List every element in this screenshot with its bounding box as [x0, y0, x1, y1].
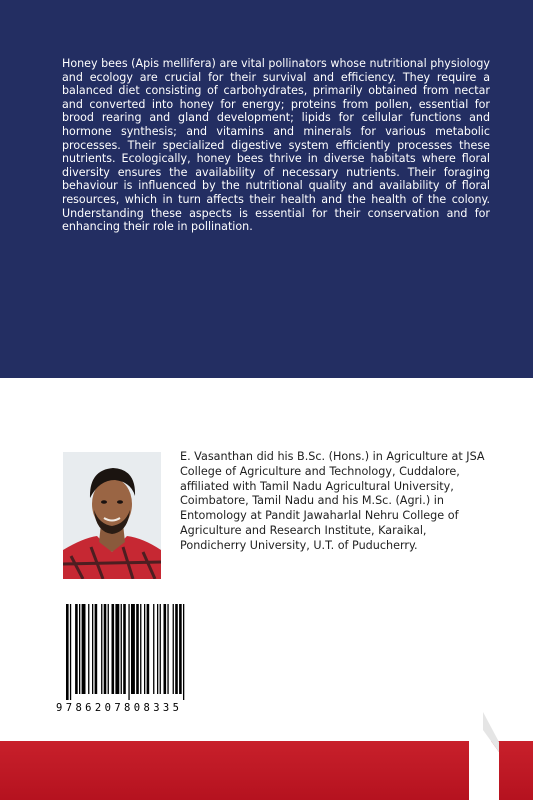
barcode-bar — [153, 604, 154, 694]
barcode-bar — [179, 604, 182, 694]
barcode-bar — [131, 604, 135, 694]
barcode-bar — [164, 604, 167, 694]
barcode-bar — [82, 604, 86, 694]
barcode-bar — [115, 604, 119, 694]
barcode-bar — [157, 604, 158, 694]
barcode-bar — [140, 604, 141, 694]
barcode-bar — [108, 604, 109, 694]
barcode-bar — [95, 604, 98, 694]
author-bio: E. Vasanthan did his B.Sc. (Hons.) in Agriculture at JSA College of Agriculture and Technology, Cuddalore, affiliated with Tamil Nadu Agricultural University, Coimbatore, Tamil Nadu and his M.Sc. (Agri.) in Entomology at Pandit Jawaharlal Nehru College of Agriculture and Research Institute, Karaikal, Pondicherry University, U.T. of Puducherry. — [180, 450, 485, 552]
barcode-bar — [147, 604, 150, 694]
barcode-bar — [104, 604, 107, 694]
barcode-bar — [167, 604, 168, 694]
barcode-bar — [75, 604, 78, 694]
isbn-barcode — [56, 604, 246, 716]
isbn-digits: 9786207808335 — [56, 702, 183, 714]
synopsis-text: Honey bees (Apis mellifera) are vital pollinators whose nutritional physiology and ecology are crucial for their survival and efficiency. They require a balanced diet consisting of carbohydrates, primarily obtained from nectar and converted into honey for energy; proteins from pollen, essential for brood rearing and gland development; lipids for cellular functions and hormone synthesis; and vitamins and minerals for various metabolic processes. Their specialized digestive system efficiently processes these nutrients. Ecologically, honey bees thrive in diverse habitats where floral diversity ensures the availability of necessary nutrients. Their foraging behaviour is influenced by the nutritional quality and availability of floral resources, which in turn affects their health and the health of the colony. Understanding these aspects is essential for their conservation and for enhancing their role in pollination. — [62, 57, 490, 234]
publisher-logo — [453, 712, 509, 800]
barcode-bar — [112, 604, 115, 694]
barcode-bar — [123, 604, 126, 694]
author-photo — [63, 452, 161, 579]
barcode-bar — [136, 604, 139, 694]
barcode-bar — [173, 604, 174, 694]
barcode-bar — [175, 604, 178, 694]
barcode-bar — [160, 604, 161, 694]
barcode-bar — [121, 604, 122, 694]
barcode-bar — [66, 604, 69, 700]
barcode-bar — [88, 604, 89, 694]
barcode-bar — [144, 604, 145, 694]
synopsis-panel — [0, 0, 533, 378]
barcode-bar — [92, 604, 93, 694]
barcode-bar — [128, 604, 129, 700]
barcode-bars — [56, 604, 246, 700]
barcode-bar — [70, 604, 71, 700]
barcode-bar — [101, 604, 102, 694]
barcode-bar — [79, 604, 80, 694]
barcode-bar — [183, 604, 184, 700]
